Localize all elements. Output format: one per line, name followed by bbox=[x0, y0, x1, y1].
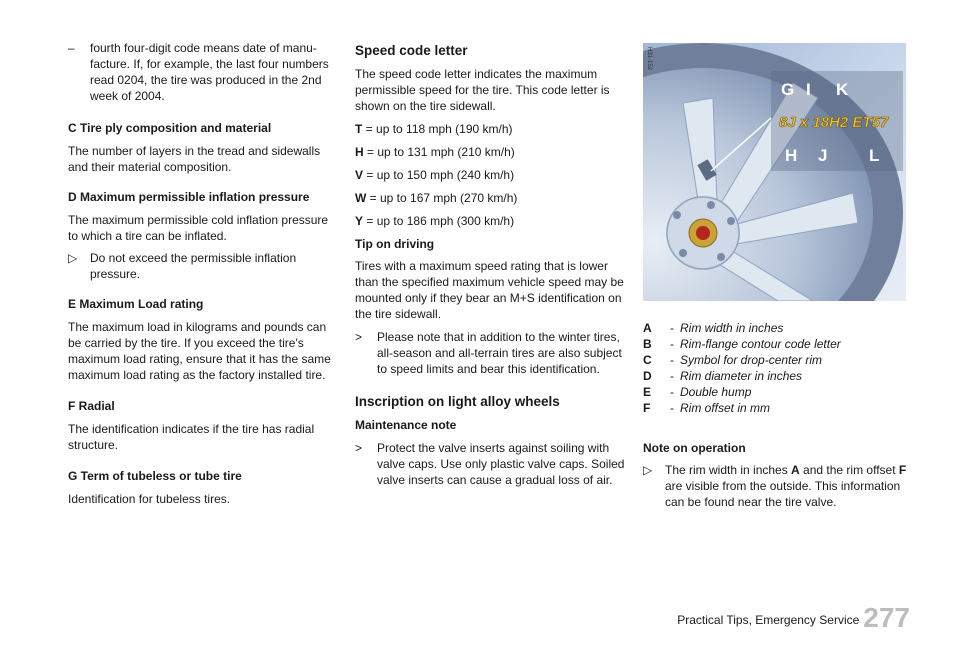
triangle-bullet-icon: ▷ bbox=[68, 251, 78, 265]
speed-item bbox=[355, 144, 625, 160]
label-h: H bbox=[785, 146, 798, 165]
note-bold-a: A bbox=[791, 463, 800, 477]
column-middle bbox=[355, 40, 625, 488]
speed-letter: H bbox=[355, 145, 364, 159]
legend-dash: - bbox=[670, 321, 674, 335]
page-footer bbox=[677, 604, 910, 632]
heading-f: F Radial bbox=[68, 399, 115, 413]
legend-dash: - bbox=[670, 369, 674, 383]
heading-d: D Maximum permissible inflation pressure bbox=[68, 190, 310, 204]
label-j: J bbox=[818, 146, 828, 165]
text-speed-code: The speed code letter indicates the maximum permissible speed for the tire. This code letter is shown on the tire sidewall. bbox=[355, 67, 610, 113]
legend-dash: - bbox=[670, 385, 674, 399]
label-l: L bbox=[869, 146, 880, 165]
greater-than-bullet-icon: > bbox=[355, 330, 363, 344]
text-tip: Tires with a maximum speed rating that is lower than the specified maximum vehicle speed may be mounted only if they bear an M+S identification on the tire sidewall. bbox=[355, 259, 624, 321]
bullet-maintenance-text: Protect the valve inserts against soiling with valve caps. Use only plastic valve caps. Soiled valve inserts can cause a gradual loss of air. bbox=[377, 441, 625, 487]
text-e: The maximum load in kilograms and pounds can be carried by the tire. If you exceed the tire's maximum load rating, ensure that it has the same maximum load rating as the factory installed tire. bbox=[68, 320, 331, 382]
speed-item bbox=[355, 213, 625, 229]
legend-item bbox=[643, 352, 908, 368]
crest-icon bbox=[696, 226, 710, 240]
dash-mark: – bbox=[68, 41, 75, 55]
text-c: The number of layers in the tread and sidewalls and their material composition. bbox=[68, 144, 321, 174]
alloy-wheel-illustration bbox=[643, 43, 906, 301]
text-f: The identification indicates if the tire has radial structure. bbox=[68, 422, 315, 452]
legend-letter: C bbox=[643, 353, 652, 367]
legend-list bbox=[643, 320, 908, 416]
text-g: Identification for tubeless tires. bbox=[68, 492, 231, 506]
note-text-mid: and the rim offset bbox=[799, 463, 899, 477]
speed-item bbox=[355, 121, 625, 137]
speed-letter: W bbox=[355, 191, 367, 205]
lug-nut-icon bbox=[717, 253, 725, 261]
bullet-d bbox=[68, 250, 340, 282]
legend-desc: Rim width in inches bbox=[680, 321, 784, 335]
label-k: K bbox=[836, 80, 849, 99]
bullet-tip-text: Please note that in addition to the winter tires, all-season and all-terrain tires are also subject to speed limits and bear this identification. bbox=[377, 330, 622, 376]
label-i: I bbox=[806, 80, 811, 99]
legend-desc: Rim offset in mm bbox=[680, 401, 771, 415]
lug-nut-icon bbox=[707, 201, 715, 209]
legend-dash: - bbox=[670, 337, 674, 351]
bullet-note bbox=[643, 462, 908, 510]
heading-note-operation: Note on operation bbox=[643, 441, 746, 455]
heading-speed-code: Speed code letter bbox=[355, 43, 468, 58]
note-text-pre: The rim width in inches bbox=[665, 463, 792, 477]
speed-value: = up to 118 mph (190 km/h) bbox=[362, 122, 513, 136]
legend-item bbox=[643, 368, 908, 384]
legend-letter: B bbox=[643, 337, 652, 351]
legend-item bbox=[643, 336, 908, 352]
legend-dash: - bbox=[670, 353, 674, 367]
legend-item bbox=[643, 400, 908, 416]
heading-inscription: Inscription on light alloy wheels bbox=[355, 394, 560, 409]
legend-item bbox=[643, 320, 908, 336]
note-text-post: are visible from the outside. This information can be found near the tire valve. bbox=[665, 479, 901, 509]
heading-c: C Tire ply composition and material bbox=[68, 121, 272, 135]
bullet-tip bbox=[355, 329, 625, 377]
speed-value: = up to 131 mph (210 km/h) bbox=[363, 145, 515, 159]
legend-item bbox=[643, 384, 908, 400]
note-bold-f: F bbox=[898, 463, 907, 477]
speed-value: = up to 150 mph (240 km/h) bbox=[363, 168, 515, 182]
lug-nut-icon bbox=[727, 217, 735, 225]
triangle-bullet-icon: ▷ bbox=[643, 463, 653, 477]
speed-letter: V bbox=[355, 168, 364, 182]
bullet-d-text: Do not exceed the permissible inflation pressure. bbox=[90, 251, 297, 281]
legend-letter: F bbox=[643, 401, 651, 415]
intro-text: fourth four-digit code means date of manu-facture. If, for example, the last four numbers read 0204, the tire was produced in the 2nd week of 2004. bbox=[90, 41, 329, 103]
legend-letter: E bbox=[643, 385, 652, 399]
speed-letter: T bbox=[355, 122, 363, 136]
column-right bbox=[643, 320, 908, 510]
page-number: 277 bbox=[863, 602, 910, 633]
speed-list bbox=[355, 121, 625, 229]
legend-dash: - bbox=[670, 401, 674, 415]
intro-item bbox=[68, 40, 340, 104]
greater-than-bullet-icon: > bbox=[355, 441, 363, 455]
legend-desc: Rim-flange contour code letter bbox=[680, 337, 841, 351]
speed-item bbox=[355, 190, 625, 206]
speed-letter: Y bbox=[355, 214, 364, 228]
figure-code-id: H31-152 bbox=[646, 47, 652, 71]
legend-letter: D bbox=[643, 369, 652, 383]
text-d: The maximum permissible cold inflation pressure to which a tire can be inflated. bbox=[68, 213, 329, 243]
speed-value: = up to 186 mph (300 km/h) bbox=[363, 214, 515, 228]
heading-maintenance: Maintenance note bbox=[355, 418, 457, 432]
lug-nut-icon bbox=[679, 249, 687, 257]
footer-section-title: Practical Tips, Emergency Service bbox=[677, 613, 860, 627]
bullet-maintenance bbox=[355, 440, 625, 488]
heading-g: G Term of tubeless or tube tire bbox=[68, 469, 242, 483]
speed-item bbox=[355, 167, 625, 183]
legend-desc: Rim diameter in inches bbox=[680, 369, 803, 383]
lug-nut-icon bbox=[673, 211, 681, 219]
heading-tip: Tip on driving bbox=[355, 237, 435, 251]
column-left bbox=[68, 40, 340, 507]
legend-desc: Double hump bbox=[680, 385, 752, 399]
heading-e: E Maximum Load rating bbox=[68, 297, 204, 311]
speed-value: = up to 167 mph (270 km/h) bbox=[366, 191, 518, 205]
bullet-note-text bbox=[665, 462, 908, 510]
legend-letter: A bbox=[643, 321, 652, 335]
legend-desc: Symbol for drop-center rim bbox=[680, 353, 823, 367]
label-g: G bbox=[781, 80, 795, 99]
rim-code-text: 8J x 18H2 ET57 bbox=[779, 114, 889, 131]
